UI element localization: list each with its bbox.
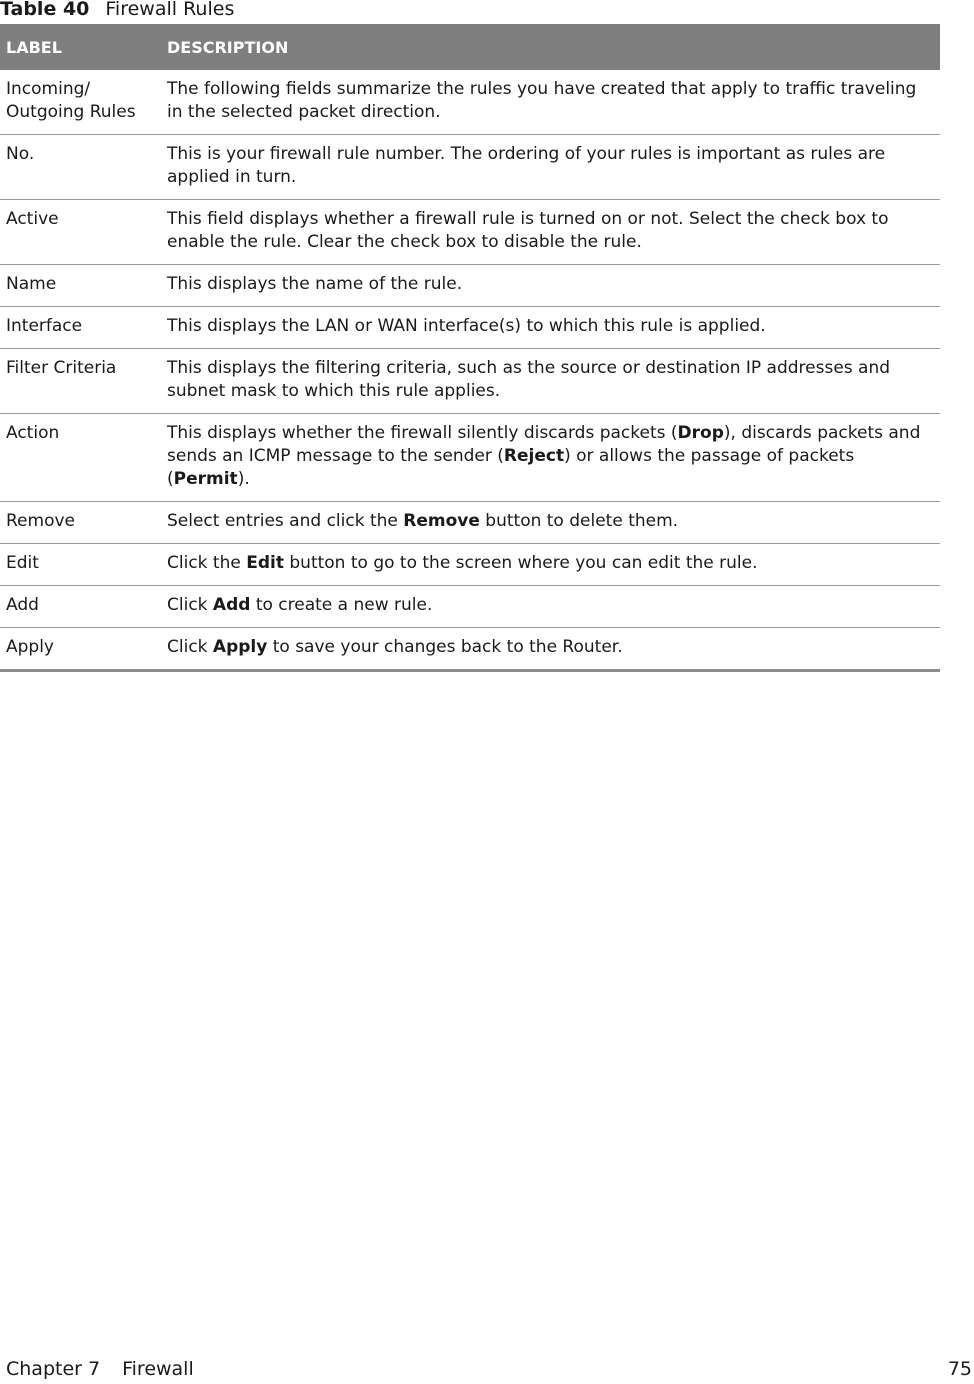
description-text: Click	[167, 637, 213, 657]
description-text: to save your changes back to the Router.	[267, 637, 623, 657]
bold-term: Permit	[173, 469, 238, 489]
description-text: ), discards packets and sends an ICMP message to the sender (	[167, 423, 921, 466]
table-number: Table 40	[0, 0, 90, 20]
row-label: Active	[0, 200, 161, 265]
page-footer	[0, 1358, 974, 1384]
description-text: Click	[167, 595, 213, 615]
row-description	[161, 628, 940, 671]
row-label: Incoming/ Outgoing Rules	[0, 70, 161, 135]
row-label: Action	[0, 414, 161, 502]
bold-term: Edit	[246, 553, 284, 573]
bold-term: Apply	[212, 637, 268, 657]
chapter-number: Chapter 7	[6, 1358, 101, 1380]
page-number: 75	[947, 1358, 972, 1380]
table-header-row	[0, 24, 940, 70]
description-text: This displays the LAN or WAN interface(s) to which this rule is applied.	[167, 316, 766, 336]
chapter-title: Firewall	[122, 1358, 194, 1380]
row-label: Edit	[0, 544, 161, 586]
row-description	[161, 307, 940, 349]
table-row	[0, 349, 940, 414]
description-text: to create a new rule.	[250, 595, 433, 615]
table-row	[0, 414, 940, 502]
row-description	[161, 70, 940, 135]
row-description	[161, 135, 940, 200]
row-description	[161, 349, 940, 414]
table-row	[0, 628, 940, 671]
label-column-header: LABEL	[0, 24, 161, 70]
description-text: This field displays whether a firewall rule is turned on or not. Select the check box to enable the rule. Clear the check box to disable the rule.	[167, 209, 889, 252]
row-description	[161, 414, 940, 502]
row-description	[161, 265, 940, 307]
row-description	[161, 544, 940, 586]
bold-term: Reject	[503, 446, 565, 466]
row-description	[161, 502, 940, 544]
table-row	[0, 200, 940, 265]
row-label: No.	[0, 135, 161, 200]
table-row	[0, 307, 940, 349]
firewall-rules-table	[0, 24, 940, 672]
description-text: This displays whether the firewall silently discards packets (	[167, 423, 678, 443]
row-label: Remove	[0, 502, 161, 544]
description-text: Click the	[167, 553, 247, 573]
description-text: This displays the filtering criteria, such as the source or destination IP addresses and subnet mask to which this rule applies.	[167, 358, 891, 401]
row-label: Apply	[0, 628, 161, 671]
row-label: Name	[0, 265, 161, 307]
bold-term: Remove	[403, 511, 480, 531]
table-row	[0, 586, 940, 628]
bold-term: Drop	[677, 423, 724, 443]
description-column-header: DESCRIPTION	[161, 24, 940, 70]
table-body	[0, 70, 940, 671]
bold-term: Add	[212, 595, 251, 615]
description-text: The following fields summarize the rules you have created that apply to traffic traveling in the selected packet direction.	[167, 79, 917, 122]
table-caption	[0, 0, 234, 20]
row-label: Add	[0, 586, 161, 628]
row-description	[161, 586, 940, 628]
description-text: This is your firewall rule number. The ordering of your rules is important as rules are applied in turn.	[167, 144, 886, 187]
row-label: Filter Criteria	[0, 349, 161, 414]
table-row	[0, 135, 940, 200]
table-row	[0, 265, 940, 307]
table-row	[0, 502, 940, 544]
row-label: Interface	[0, 307, 161, 349]
row-description	[161, 200, 940, 265]
description-text: button to delete them.	[479, 511, 679, 531]
table-title: Firewall Rules	[105, 0, 235, 20]
footer-chapter	[6, 1358, 194, 1380]
description-text: button to go to the screen where you can edit the rule.	[283, 553, 758, 573]
description-text: ).	[237, 469, 250, 489]
table-row	[0, 70, 940, 135]
description-text: Select entries and click the	[167, 511, 404, 531]
description-text: This displays the name of the rule.	[167, 274, 463, 294]
table-row	[0, 544, 940, 586]
description-text: ) or allows the passage of packets (	[167, 446, 855, 489]
